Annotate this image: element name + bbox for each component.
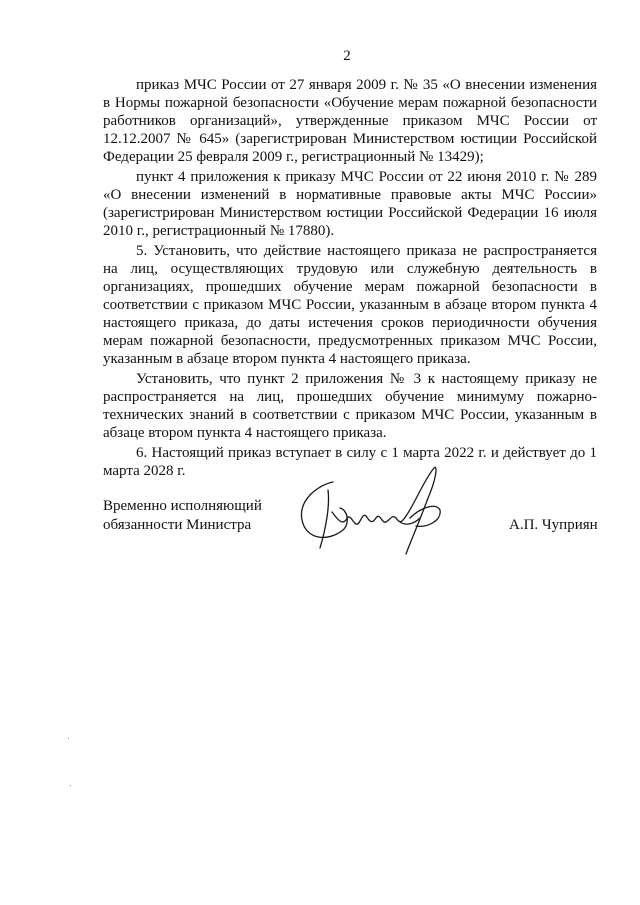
- paragraph: приказ МЧС России от 27 января 2009 г. № 35 «О внесении изменения в Нормы пожарной безопасности «Обучение мерам пожарной безопасности работников организаций», утвержденные приказом МЧС России от 12.12.2007 № 645» (зарегистрирован Министерством юстиции Российской Федерации 25 февраля 2009 г., регистрационный № 13429);: [103, 77, 597, 165]
- signatory-position: [103, 497, 262, 535]
- handwritten-signature: [288, 450, 448, 570]
- signatory-name: А.П. Чуприян: [509, 517, 598, 533]
- paragraph: 6. Настоящий приказ вступает в силу с 1 марта 2022 г. и действует до 1 марта 2028 г.: [103, 445, 597, 479]
- paragraph: 5. Установить, что действие настоящего приказа не распространяется на лиц, осуществляющих трудовую или служебную деятельность в организациях, прошедших обучение мерам пожарной безопасности в соответствии с приказом МЧС России, указанным в абзаце втором пункта 4 настоящего приказа, до даты истечения сроков периодичности обучения мерам пожарной безопасности, предусмотренных приказом МЧС России, указанным в абзаце втором пункта 4 настоящего приказа.: [103, 243, 597, 367]
- signatory-position-line2: обязанности Министра: [103, 517, 252, 533]
- scan-speck: [68, 738, 69, 739]
- document-body: [103, 76, 597, 482]
- page-number: 2: [343, 48, 351, 64]
- paragraph: пункт 4 приложения к приказу МЧС России от 22 июня 2010 г. № 289 «О внесении изменений в нормативные правовые акты МЧС России» (зарегистрирован Министерством юстиции Российской Федерации 16 июля 2010 г., регистрационный № 17880).: [103, 169, 597, 239]
- scan-speck: [70, 785, 71, 786]
- signatory-position-line1: Временно исполняющий: [103, 498, 262, 514]
- paragraph: Установить, что пункт 2 приложения № 3 к настоящему приказу не распространяется на лиц, прошедших обучение минимуму пожарно-технических знаний в соответствии с приказом МЧС России, указанным в абзаце втором пункта 4 настоящего приказа.: [103, 371, 597, 441]
